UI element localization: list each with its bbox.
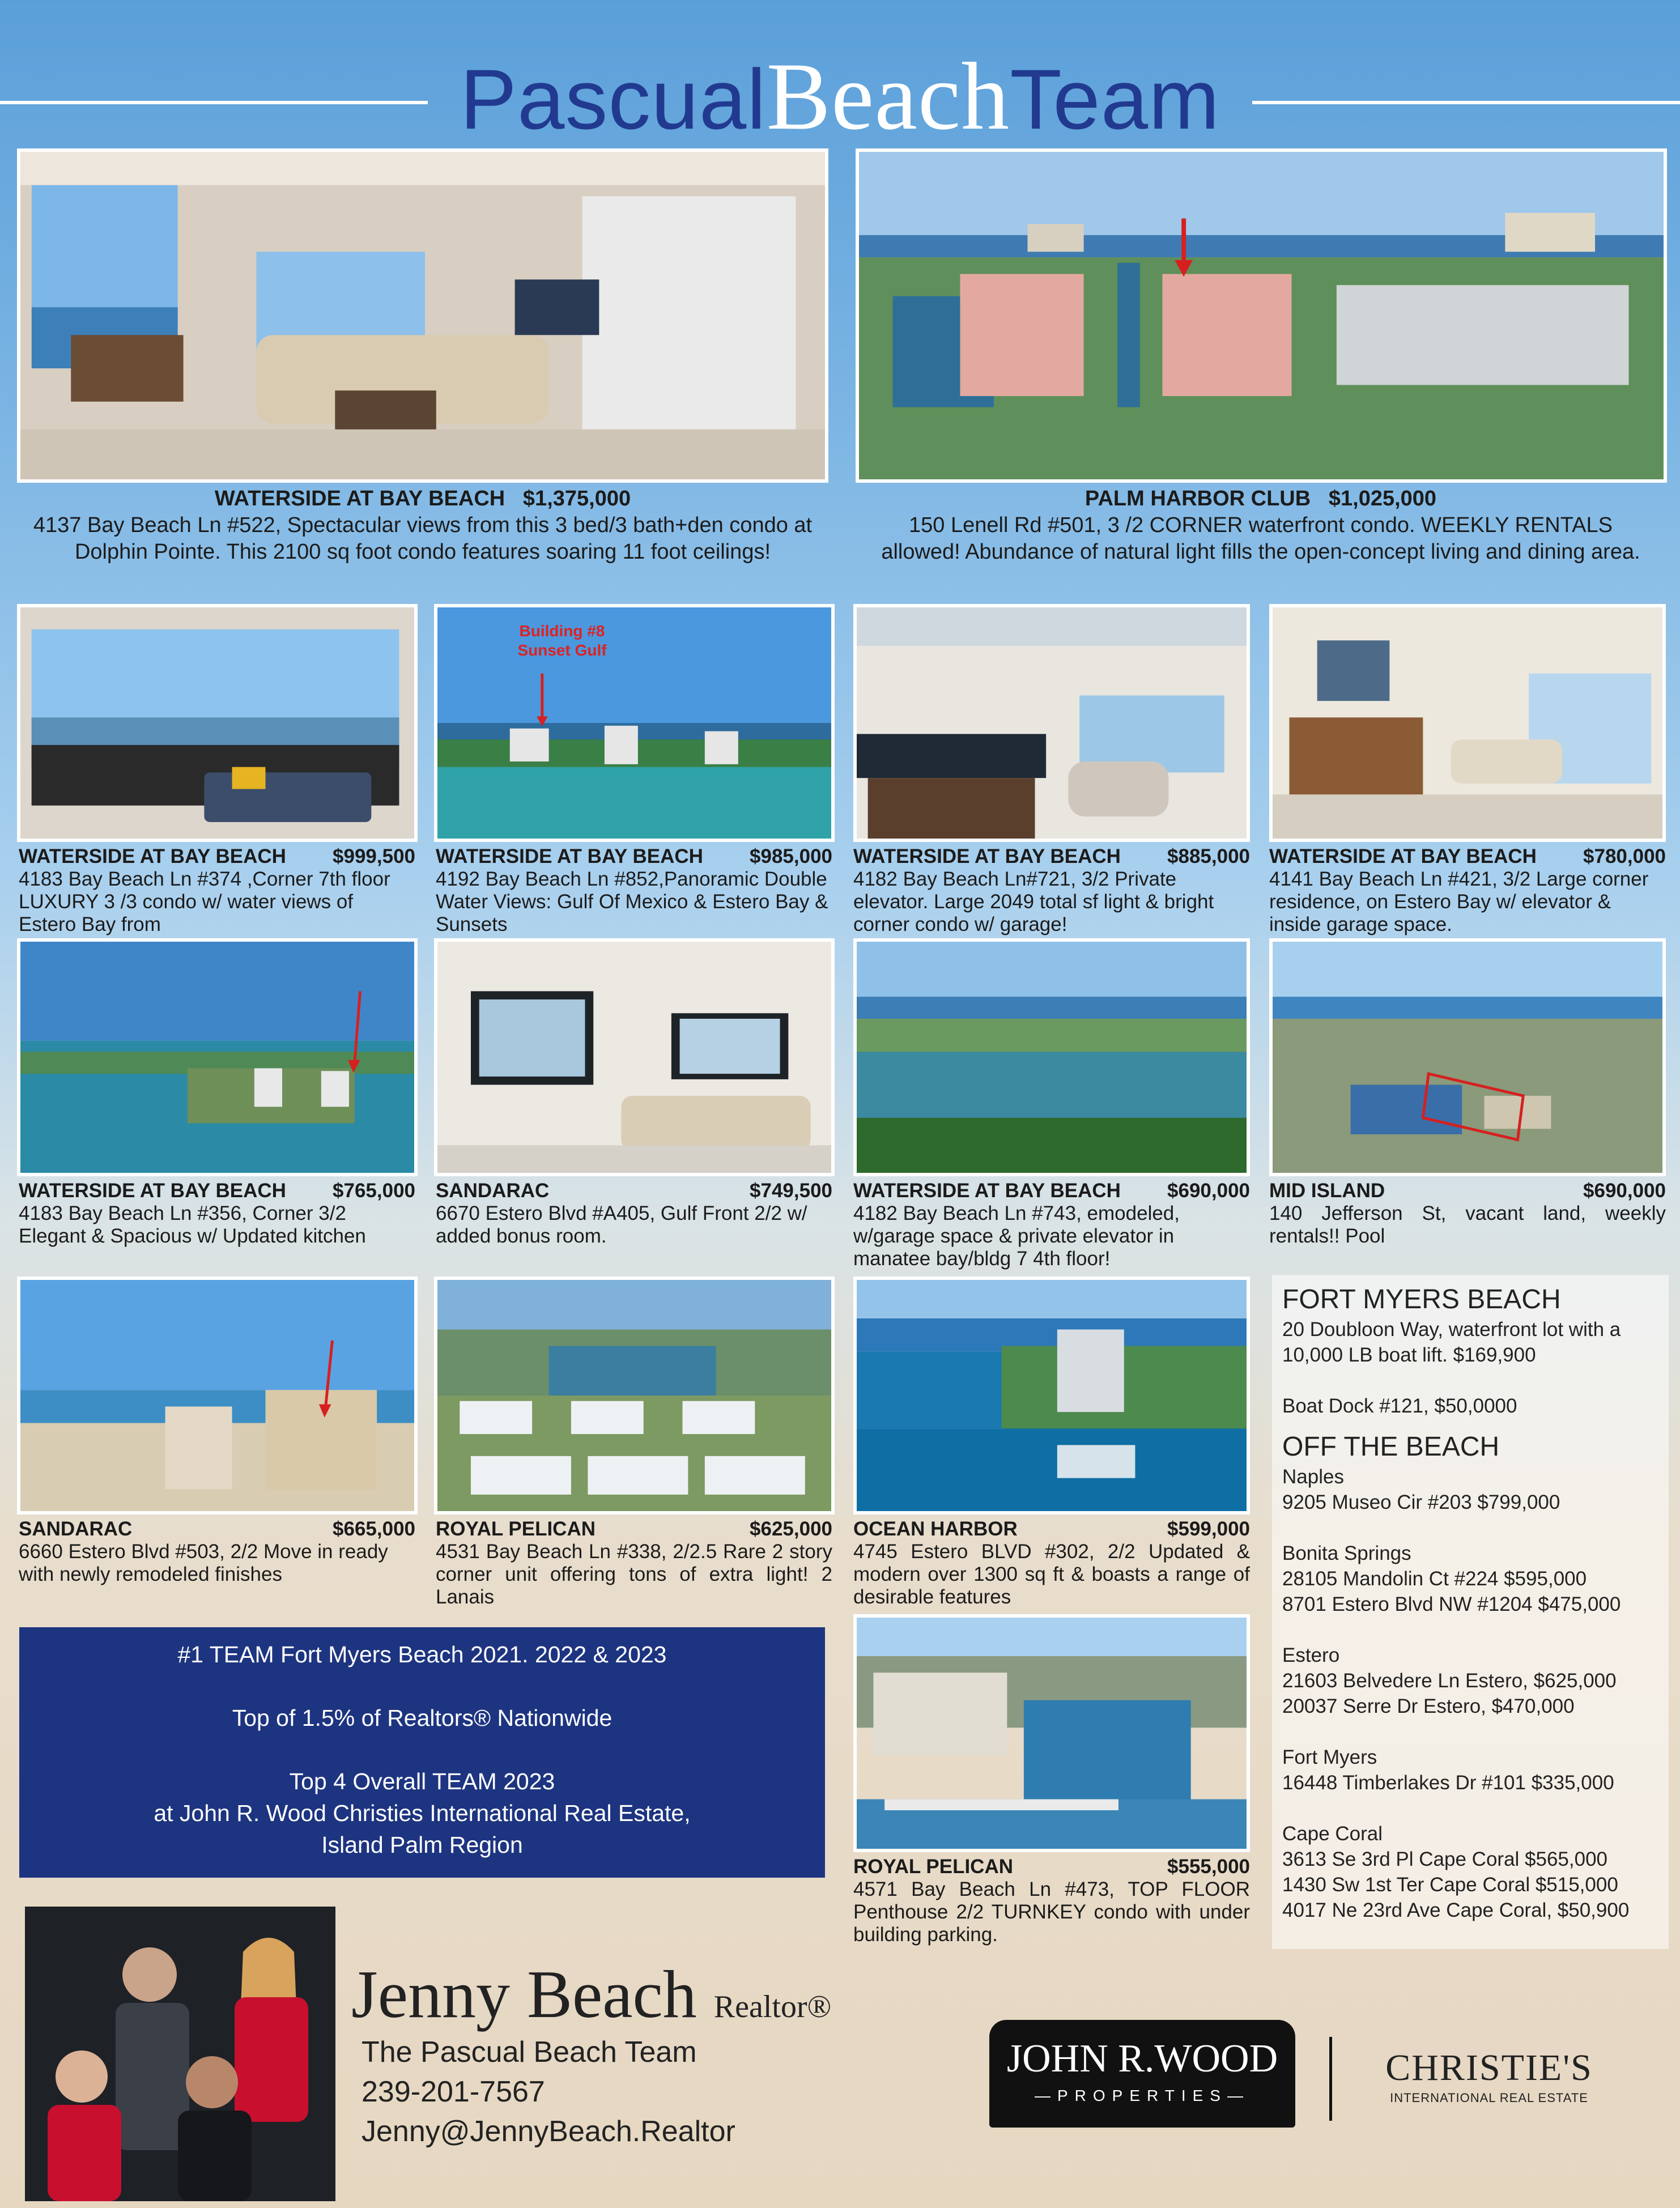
- cape-item-3: 4017 Ne 23rd Ave Cape Coral, $50,900: [1282, 1899, 1630, 1921]
- bonita-item-1: 28105 Mandolin Ct #224 $595,000: [1282, 1568, 1587, 1590]
- photo-palm-harbor: [856, 148, 1667, 483]
- photo-listing-4: [1269, 604, 1666, 842]
- award-line-2: Top of 1.5% of Realtors® Nationwide: [232, 1705, 613, 1731]
- estero-item-1: 21603 Belvedere Ln Estero, $625,000: [1282, 1670, 1617, 1692]
- team-photo: [25, 1907, 335, 2201]
- photo-listing-8: [1269, 938, 1666, 1176]
- caption-listing-3: WATERSIDE AT BAY BEACH $885,000 4182 Bay Beach Ln#721, 3/2 Private elevator. Large 2049 total sf light & bright corner condo w/ garage!: [853, 845, 1250, 935]
- caption-listing-4: WATERSIDE AT BAY BEACH $780,000 4141 Bay Beach Ln #421, 3/2 Large corner residence, on Estero Bay w/ elevator & inside garage space.: [1269, 845, 1666, 935]
- naples-label: Naples: [1282, 1466, 1344, 1488]
- estero-item-2: 20037 Serre Dr Estero, $470,000: [1282, 1695, 1575, 1717]
- photo-listing-3: [853, 604, 1250, 842]
- caption-listing-2: WATERSIDE AT BAY BEACH $985,000 4192 Bay Beach Ln #852,Panoramic Double Water Views: Gulf Of Mexico & Estero Bay & Sunsets: [436, 845, 832, 935]
- brand-title: PascualBeachTeam: [460, 43, 1220, 150]
- caption-listing-9: SANDARAC $665,000 6660 Estero Blvd #503, 2/2 Move in ready with newly remodeled finishes: [19, 1518, 415, 1585]
- caption-listing-12: ROYAL PELICAN $555,000 4571 Bay Beach Ln #473, TOP FLOOR Penthouse 2/2 TURNKEY condo with under building parking.: [853, 1856, 1250, 1946]
- featured-caption-1: WATERSIDE AT BAY BEACH $1,375,000 4137 Bay Beach Ln #522, Spectacular views from this 3 bed/3 bath+den condo at Dolphin Pointe. This 2100 sq foot condo features soaring 11 foot ceilings!: [33, 487, 813, 564]
- caption-listing-6: SANDARAC $749,500 6670 Estero Blvd #A405, Gulf Front 2/2 w/ added bonus room.: [436, 1180, 832, 1247]
- award-line-3: Top 4 Overall TEAM 2023: [289, 1768, 555, 1794]
- other-listings-panel: [1272, 1275, 1669, 1949]
- ftmyers-label: Fort Myers: [1282, 1746, 1377, 1768]
- caption-listing-11: OCEAN HARBOR $599,000 4745 Estero BLVD #302, 2/2 Updated & modern over 1300 sq ft & boasts a range of desirable features: [853, 1518, 1250, 1608]
- bonita-item-2: 8701 Estero Blvd NW #1204 $475,000: [1282, 1593, 1621, 1615]
- building-label: Building #8 Sunset Gulf: [517, 622, 607, 659]
- caption-listing-7: WATERSIDE AT BAY BEACH $690,000 4182 Bay Beach Ln #743, emodeled, w/garage space & private elevator in manatee bay/bldg 7 4th floor!: [853, 1180, 1250, 1270]
- fmb-item-1: 20 Doubloon Way, waterfront lot with a 10,000 LB boat lift. $169,900: [1282, 1318, 1621, 1366]
- photo-listing-11: [853, 1277, 1250, 1514]
- photo-listing-9: [17, 1277, 418, 1514]
- naples-item-1: 9205 Museo Cir #203 $799,000: [1282, 1491, 1560, 1513]
- photo-waterside-522: [17, 148, 828, 483]
- estero-label: Estero: [1282, 1644, 1340, 1666]
- logo-divider: [1329, 2037, 1332, 2121]
- caption-listing-10: ROYAL PELICAN $625,000 4531 Bay Beach Ln #338, 2/2.5 Rare 2 story corner unit offering tons of extra light! 2 Lanais: [436, 1518, 832, 1608]
- award-line-5: Island Palm Region: [321, 1832, 523, 1858]
- agent-email[interactable]: Jenny@JennyBeach.Realtor: [361, 2115, 735, 2148]
- bonita-label: Bonita Springs: [1282, 1542, 1411, 1564]
- fmb-item-2: Boat Dock #121, $50,0000: [1282, 1395, 1517, 1417]
- photo-listing-12: [853, 1614, 1250, 1852]
- featured-caption-2: PALM HARBOR CLUB $1,025,000 150 Lenell Rd #501, 3 /2 CORNER waterfront condo. WEEKLY RENTALS allowed! Abundance of natural light fills the open-concept living and dining area.: [881, 487, 1640, 564]
- christies-logo: CHRISTIE'S INTERNATIONAL REAL ESTATE: [1385, 2047, 1593, 2105]
- fmb-heading: FORT MYERS BEACH: [1282, 1284, 1561, 1314]
- photo-listing-7: [853, 938, 1250, 1176]
- otb-heading: OFF THE BEACH: [1282, 1432, 1500, 1462]
- photo-listing-5: [17, 938, 418, 1176]
- awards-box: [19, 1627, 825, 1878]
- ftmyers-item-1: 16448 Timberlakes Dr #101 $335,000: [1282, 1772, 1614, 1794]
- cape-item-1: 3613 Se 3rd Pl Cape Coral $565,000: [1282, 1848, 1608, 1870]
- photo-listing-6: [434, 938, 835, 1176]
- caption-listing-5: WATERSIDE AT BAY BEACH $765,000 4183 Bay Beach Ln #356, Corner 3/2 Elegant & Spacious w/ Updated kitchen: [19, 1180, 415, 1247]
- agent-phone[interactable]: 239-201-7567: [361, 2075, 545, 2108]
- photo-listing-10: [434, 1277, 835, 1514]
- photo-listing-1: [17, 604, 418, 842]
- award-line-1: #1 TEAM Fort Myers Beach 2021. 2022 & 2023: [177, 1641, 667, 1667]
- agent-team: The Pascual Beach Team: [361, 2036, 697, 2069]
- cape-item-2: 1430 Sw 1st Ter Cape Coral $515,000: [1282, 1874, 1618, 1896]
- caption-listing-8: MID ISLAND $690,000 140 Jefferson St, vacant land, weekly rentals!! Pool: [1269, 1180, 1666, 1247]
- caption-listing-1: WATERSIDE AT BAY BEACH $999,500 4183 Bay Beach Ln #374 ,Corner 7th floor LUXURY 3 /3 condo w/ water views of Estero Bay from: [19, 845, 415, 935]
- cape-label: Cape Coral: [1282, 1823, 1383, 1845]
- photo-listing-2: [434, 604, 835, 842]
- agent-name: Jenny Beach Realtor®: [351, 1956, 832, 2032]
- john-r-wood-logo: JOHN R.WOOD —PROPERTIES—: [989, 2020, 1295, 2128]
- award-line-4: at John R. Wood Christies International Real Estate,: [154, 1800, 691, 1826]
